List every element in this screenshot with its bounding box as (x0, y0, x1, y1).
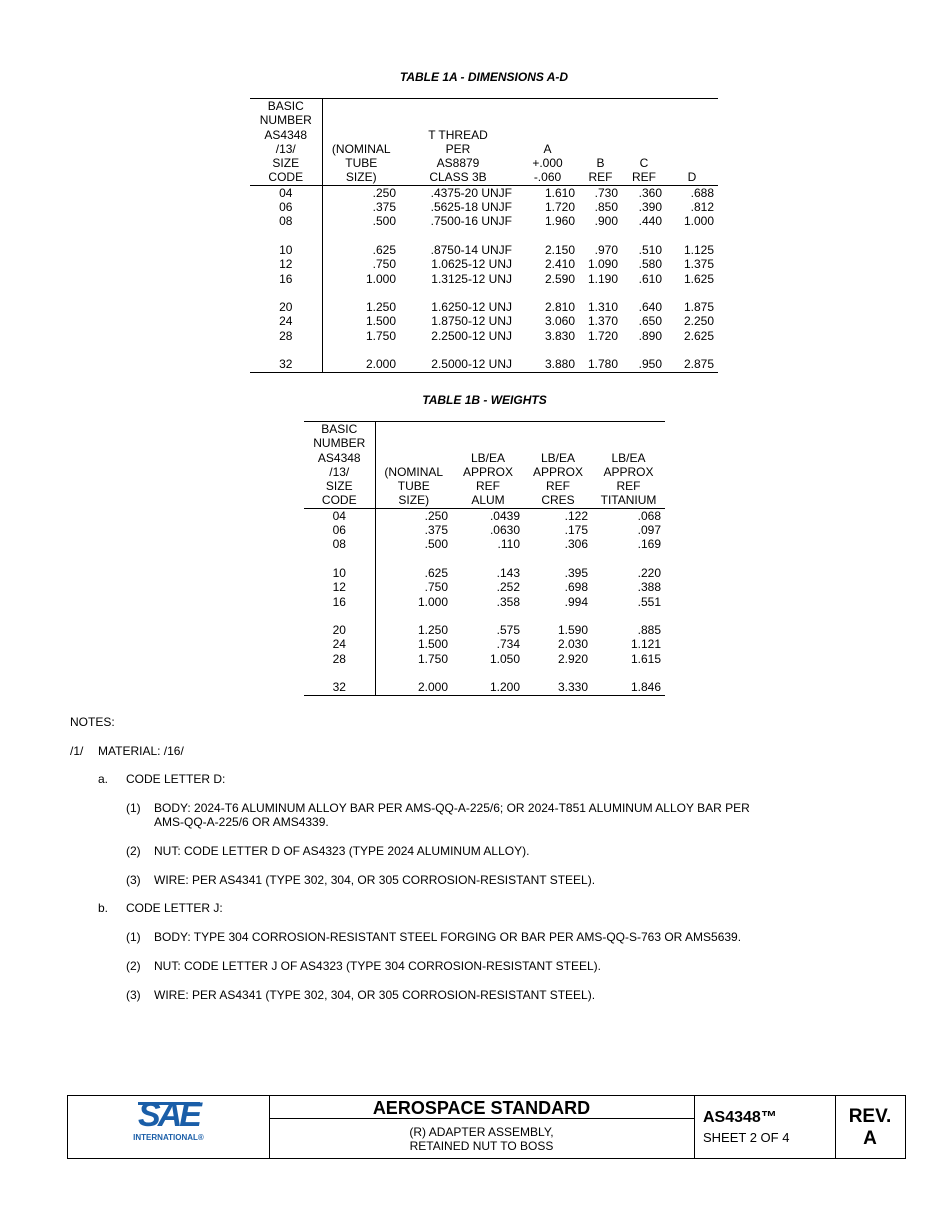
table-row (250, 200, 718, 214)
table-cell: 10 (279, 242, 293, 257)
column-header: B REF (588, 156, 613, 185)
table-cell: .900 (594, 214, 618, 229)
table-cell: 08 (332, 537, 346, 552)
table-cell: 2.590 (544, 271, 575, 286)
table-cell: 1.250 (322, 300, 400, 314)
note-a-text: CODE LETTER D: (126, 772, 226, 786)
table-row (250, 300, 718, 314)
column-header: (NOMINAL TUBE SIZE) (322, 99, 400, 186)
table-cell: .850 (594, 200, 618, 215)
table-cell: 2.2500-12 UNJ (431, 328, 512, 343)
table-cell: .885 (637, 623, 661, 638)
table-cell: .440 (638, 214, 662, 229)
table-cell: 2.000 (375, 680, 452, 695)
table-cell: .122 (564, 508, 588, 523)
column-header: D (687, 170, 697, 185)
table-cell: 1.6250-12 UNJ (431, 300, 512, 315)
table-cell: .950 (638, 357, 662, 372)
table-cell: .625 (375, 566, 452, 580)
table-row (250, 357, 718, 372)
table-row (304, 637, 665, 651)
table-cell: .7500-16 UNJF (430, 214, 512, 229)
table-cell: .175 (564, 523, 588, 538)
table-cell: 2.410 (544, 257, 575, 272)
table-cell: .250 (322, 185, 400, 200)
table-cell: 32 (332, 680, 346, 695)
table-cell: 2.810 (544, 300, 575, 315)
table-header-row (250, 99, 718, 186)
table-cell: .625 (322, 243, 400, 257)
table-cell: .500 (322, 214, 400, 228)
table-cell: 1.960 (544, 214, 575, 229)
table-cell: 3.060 (544, 314, 575, 329)
table-cell: .650 (638, 314, 662, 329)
table-row (304, 680, 665, 695)
note-a2-mark: (2) (126, 844, 141, 858)
note-1-text: MATERIAL: /16/ (98, 744, 184, 758)
table-row (304, 595, 665, 609)
column-header: T THREAD PER AS8879 CLASS 3B (428, 127, 488, 185)
table-cell: .306 (564, 537, 588, 552)
revision (835, 1106, 905, 1150)
table-row (304, 580, 665, 594)
table-cell: .5625-18 UNJF (430, 200, 512, 215)
table-cell: 1.590 (557, 623, 588, 638)
table-cell: .358 (496, 594, 520, 609)
table-cell: 1.375 (683, 257, 714, 272)
table-cell: .0630 (489, 523, 520, 538)
table-cell: 28 (279, 328, 293, 343)
table-row (250, 257, 718, 271)
table-cell: 28 (332, 651, 346, 666)
table-cell: .143 (496, 565, 520, 580)
table-row (304, 508, 665, 523)
column-header: (NOMINAL TUBE SIZE) (375, 422, 452, 509)
table-cell: .750 (322, 257, 400, 271)
document-number: AS4348™ (703, 1109, 777, 1126)
table-cell: 1.000 (683, 214, 714, 229)
table-cell: .220 (637, 565, 661, 580)
table-row (250, 272, 718, 286)
note-a1-text-line1: BODY: 2024-T6 ALUMINUM ALLOY BAR PER AMS-QQ-A-225/6; OR 2024-T851 ALUMINUM ALLOY BAR PER (154, 801, 750, 815)
sae-logo (68, 1096, 269, 1158)
table-cell: 2.625 (683, 328, 714, 343)
row-spacer (250, 286, 718, 300)
table-1a (250, 98, 718, 373)
description-line-1: (R) ADAPTER ASSEMBLY, (409, 1125, 554, 1139)
table-1b (304, 421, 665, 696)
table-cell: 1.720 (544, 200, 575, 215)
table-cell: 2.030 (557, 637, 588, 652)
table-cell: .169 (637, 537, 661, 552)
table-cell: .575 (496, 623, 520, 638)
sae-logo-subtitle: INTERNATIONAL® (133, 1133, 204, 1142)
description-line-2: RETAINED NUT TO BOSS (409, 1139, 554, 1153)
table-cell: 2.5000-12 UNJ (431, 357, 512, 372)
table-cell: .375 (375, 523, 452, 537)
row-spacer (250, 343, 718, 357)
table-cell: .375 (322, 200, 400, 214)
table-cell: .500 (375, 537, 452, 551)
note-b1-mark: (1) (126, 930, 141, 944)
table-cell: 08 (279, 214, 293, 229)
note-a-mark: a. (98, 772, 109, 786)
table-cell: .360 (638, 185, 662, 200)
table-cell: .698 (564, 580, 588, 595)
standard-title: AEROSPACE STANDARD (372, 1098, 591, 1118)
note-b1-text: BODY: TYPE 304 CORROSION-RESISTANT STEEL FORGING OR BAR PER AMS-QQ-S-763 OR AMS5639. (154, 930, 742, 944)
table-cell: 1.0625-12 UNJ (431, 257, 512, 272)
table-cell: .4375-20 UNJF (430, 185, 512, 200)
table-cell: 1.500 (375, 637, 452, 651)
table-cell: .8750-14 UNJF (430, 242, 512, 257)
note-a1-text-line2: AMS-QQ-A-225/6 OR AMS4339. (154, 815, 329, 829)
table-cell: 2.875 (683, 357, 714, 372)
table-cell: 1.610 (544, 185, 575, 200)
table-cell: 1.200 (489, 680, 520, 695)
table-cell: 1.000 (322, 272, 400, 286)
column-header: BASIC NUMBER AS4348 /13/ SIZE CODE (313, 422, 366, 508)
table-cell: 3.880 (544, 357, 575, 372)
table-cell: .812 (690, 200, 714, 215)
table-cell: 1.720 (587, 328, 618, 343)
table-cell: .730 (594, 185, 618, 200)
table-cell: 1.090 (587, 257, 618, 272)
table-1b-caption: TABLE 1B - WEIGHTS (422, 393, 547, 407)
table-cell: .750 (375, 580, 452, 594)
table-cell: 2.920 (557, 651, 588, 666)
table-cell: 24 (332, 637, 346, 652)
table-cell: 32 (279, 357, 293, 372)
document-description (269, 1125, 694, 1153)
table-cell: .688 (690, 185, 714, 200)
table-cell: 20 (332, 623, 346, 638)
note-b-mark: b. (98, 901, 109, 915)
table-cell: 1.615 (630, 651, 661, 666)
table-cell: .890 (638, 328, 662, 343)
table-cell: 06 (332, 523, 346, 538)
table-cell: 1.190 (587, 271, 618, 286)
row-spacer (304, 552, 665, 566)
table-cell: 12 (332, 580, 346, 595)
table-row (250, 314, 718, 328)
table-header-row (304, 422, 665, 509)
revision-label: REV. (848, 1106, 892, 1127)
table-cell: 1.310 (587, 300, 618, 315)
table-row (304, 537, 665, 551)
table-cell: .510 (638, 242, 662, 257)
table-cell: 3.830 (544, 328, 575, 343)
table-cell: 24 (279, 314, 293, 329)
table-cell: 1.625 (683, 271, 714, 286)
table-cell: 12 (279, 257, 293, 272)
table-cell: .252 (496, 580, 520, 595)
sheet-number: SHEET 2 OF 4 (703, 1130, 790, 1145)
note-a3-text: WIRE: PER AS4341 (TYPE 302, 304, OR 305 CORROSION-RESISTANT STEEL). (154, 873, 596, 887)
table-row (250, 185, 718, 200)
column-header: C REF (632, 156, 656, 185)
column-header: LB/EA APPROX REF TITANIUM (600, 450, 657, 508)
note-b3-mark: (3) (126, 988, 141, 1002)
table-cell: .395 (564, 565, 588, 580)
table-row (250, 243, 718, 257)
note-a2-text: NUT: CODE LETTER D OF AS4323 (TYPE 2024 ALUMINUM ALLOY). (154, 844, 530, 858)
table-cell: 1.121 (630, 637, 661, 652)
table-cell: 06 (279, 200, 293, 215)
table-cell: .390 (638, 200, 662, 215)
table-cell: 2.150 (544, 242, 575, 257)
table-cell: 1.846 (630, 680, 661, 695)
table-cell: 1.125 (683, 242, 714, 257)
table-cell: 1.750 (322, 329, 400, 343)
note-b-text: CODE LETTER J: (126, 901, 223, 915)
table-row (304, 652, 665, 666)
sae-logo-text: SAE (138, 1096, 199, 1134)
table-cell: .640 (638, 300, 662, 315)
table-cell: 1.750 (375, 652, 452, 666)
table-cell: 04 (279, 185, 293, 200)
table-row (304, 623, 665, 637)
table-cell: .388 (637, 580, 661, 595)
table-cell: .734 (496, 637, 520, 652)
table-cell: 1.500 (322, 314, 400, 328)
table-row (250, 329, 718, 343)
note-1-mark: /1/ (70, 744, 84, 758)
table-cell: 1.000 (375, 595, 452, 609)
table-cell: 1.370 (587, 314, 618, 329)
table-row (304, 566, 665, 580)
table-row (304, 523, 665, 537)
note-a1-mark: (1) (126, 801, 141, 815)
table-cell: .097 (637, 523, 661, 538)
table-cell: 10 (332, 565, 346, 580)
table-cell: .0439 (489, 508, 520, 523)
table-cell: 1.875 (683, 300, 714, 315)
table-1a-caption: TABLE 1A - DIMENSIONS A-D (399, 70, 569, 84)
table-cell: 2.250 (683, 314, 714, 329)
table-cell: 1.8750-12 UNJ (431, 314, 512, 329)
table-cell: 2.000 (322, 357, 400, 372)
row-spacer (304, 609, 665, 623)
table-cell: .610 (638, 271, 662, 286)
table-cell: 20 (279, 300, 293, 315)
table-cell: 3.330 (557, 680, 588, 695)
note-b2-text: NUT: CODE LETTER J OF AS4323 (TYPE 304 CORROSION-RESISTANT STEEL). (154, 959, 601, 973)
notes-heading: NOTES: (70, 715, 115, 729)
title-block (67, 1095, 906, 1159)
column-header: LB/EA APPROX REF CRES (532, 450, 583, 508)
table-cell: 16 (332, 594, 346, 609)
table-cell: 04 (332, 508, 346, 523)
table-cell: 16 (279, 271, 293, 286)
revision-value: A (863, 1128, 877, 1149)
column-header: A +.000 -.060 (532, 141, 563, 185)
table-cell: 1.250 (375, 623, 452, 637)
note-b2-mark: (2) (126, 959, 141, 973)
table-cell: .068 (637, 508, 661, 523)
table-cell: 1.780 (587, 357, 618, 372)
row-spacer (304, 666, 665, 680)
table-cell: .551 (637, 594, 661, 609)
table-cell: 1.3125-12 UNJ (431, 271, 512, 286)
table-cell: .110 (497, 537, 520, 552)
note-a3-mark: (3) (126, 873, 141, 887)
table-row (250, 214, 718, 228)
column-header: LB/EA APPROX REF ALUM (462, 450, 513, 508)
table-cell: .250 (375, 508, 452, 523)
column-header: BASIC NUMBER AS4348 /13/ SIZE CODE (259, 99, 312, 185)
table-cell: 1.050 (489, 651, 520, 666)
table-cell: .970 (594, 242, 618, 257)
table-cell: .994 (564, 594, 588, 609)
table-cell: .580 (638, 257, 662, 272)
note-b3-text: WIRE: PER AS4341 (TYPE 302, 304, OR 305 CORROSION-RESISTANT STEEL). (154, 988, 596, 1002)
row-spacer (250, 229, 718, 243)
